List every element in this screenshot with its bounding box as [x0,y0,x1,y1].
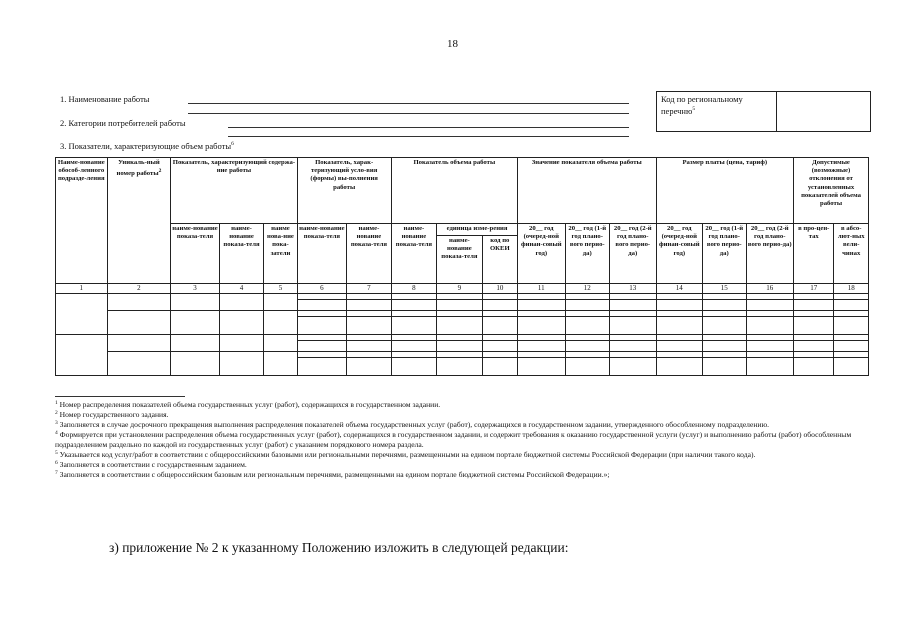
data-cell[interactable] [347,358,392,376]
col-number: 8 [391,284,436,294]
work-volume-table [55,157,869,376]
data-cell[interactable] [347,300,392,311]
col-number: 17 [794,284,834,294]
consumers-line [228,127,629,128]
data-cell[interactable] [437,317,482,335]
col-number: 16 [746,284,794,294]
work-name-line-2 [188,113,629,114]
data-cell[interactable] [482,341,517,352]
footnote-item: $^3$ Заполняется в случае досрочного прекращения выполнения распределения показателей объема государственных услуг (работ), содержащихся в государственном задании, утвержденного обособленному подразделению. [55,420,770,429]
data-cell[interactable] [565,358,609,376]
header-price: Размер платы (цена, тариф) [656,158,794,224]
sub-year: 20__ год (1-й год плано-вого перио-да) [565,224,609,284]
sub-percent: в про-цен-тах [794,224,834,284]
data-cell[interactable] [347,317,392,335]
page-number: 18 [447,38,458,50]
data-cell[interactable] [610,341,657,352]
data-cell[interactable] [834,358,869,376]
data-cell[interactable] [794,358,834,376]
data-cell[interactable] [264,311,297,335]
data-cell[interactable] [565,341,609,352]
footnote-item: $^7$ Заполняется в соответствии с общероссийским базовым или региональным перечнями, размещенными на едином портале бюджетной системы Российской Федерации.»; [55,470,610,479]
col-number: 7 [347,284,392,294]
data-cell[interactable] [171,311,220,335]
data-cell[interactable] [610,300,657,311]
data-cell[interactable] [219,352,263,376]
data-cell[interactable] [482,317,517,335]
sub-absolute: в абсо-лют-ных вели-чинах [834,224,869,284]
data-cell[interactable] [264,352,297,376]
region-code-box [656,91,871,132]
col-number: 14 [656,284,703,294]
data-cell[interactable] [297,358,347,376]
sub-name: наиме-нование показа-теля [171,224,220,284]
work-name-line [188,103,629,104]
data-cell[interactable] [518,341,566,352]
data-cell[interactable] [264,335,297,352]
data-cell[interactable] [391,341,436,352]
data-cell[interactable] [171,352,220,376]
data-cell[interactable] [656,300,703,311]
sub-price-year: 20__ год (1-й год плано-вого перио-да) [703,224,746,284]
data-cell[interactable] [746,300,794,311]
data-cell[interactable] [171,335,220,352]
data-cell[interactable] [794,317,834,335]
data-cell[interactable] [437,358,482,376]
region-code-value[interactable] [777,92,870,131]
sub-name: наиме-нование показа-теля [297,224,347,284]
data-cell[interactable] [56,335,108,376]
data-cell[interactable] [107,311,171,335]
data-cell[interactable] [610,358,657,376]
data-cell[interactable] [565,300,609,311]
sub-name: наиме-нование показа-теля [347,224,392,284]
col-number: 9 [437,284,482,294]
sub-price-year: 20__ год (2-й год плано-вого перио-да) [746,224,794,284]
header-subdivision: Наиме-нование обособ-ленного подразде-ления [56,158,108,284]
data-cell[interactable] [391,317,436,335]
col-number: 11 [518,284,566,294]
sub-name: наиме-нование показа-теля [219,224,263,284]
data-cell[interactable] [482,358,517,376]
data-cell[interactable] [518,317,566,335]
col-number: 18 [834,284,869,294]
header-volume-indicator: Показатель объема работы [391,158,517,224]
sub-year: 20__ год (очеред-ной финан-совый год) [518,224,566,284]
consumers-label: 2. Категории потребителей работы [60,118,186,128]
data-cell[interactable] [391,300,436,311]
data-cell[interactable] [107,294,171,311]
data-cell[interactable] [347,341,392,352]
col-number: 6 [297,284,347,294]
col-number: 5 [264,284,297,294]
sub-year: 20__ год (2-й год плано-вого перио-да) [610,224,657,284]
data-cell[interactable] [656,317,703,335]
sub-name: наиме-нование показа-теля [391,224,436,284]
data-cell[interactable] [518,300,566,311]
data-cell[interactable] [437,300,482,311]
data-cell[interactable] [834,300,869,311]
header-conditions-indicator: Показатель, харак-теризующий усло-вия (формы) вы-полнения работы [297,158,391,224]
data-cell[interactable] [834,317,869,335]
col-number: 1 [56,284,108,294]
data-cell[interactable] [219,335,263,352]
data-cell[interactable] [297,341,347,352]
data-cell[interactable] [391,358,436,376]
work-name-label: 1. Наименование работы [60,94,150,104]
sub-name: наиме нова-ние пока-затели [264,224,297,284]
closing-text: з) приложение № 2 к указанному Положению изложить в следующей редакции: [109,540,569,555]
data-cell[interactable] [437,341,482,352]
consumers-line-2 [228,136,629,137]
sub-okei: код по ОКЕИ [482,236,517,284]
sub-unit: единица изме-рения [437,224,518,236]
data-cell[interactable] [703,341,746,352]
data-cell[interactable] [656,358,703,376]
col-number: 13 [610,284,657,294]
region-code-label: Код по региональному перечню$^5$ [657,92,777,131]
footnote-item: $^5$ Указывается код услуг/работ в соответствии с общероссийскими базовыми или региональными перечнями, размещенными на едином портале бюджетной системы Российской Федерации (при наличии такого кода). [55,450,756,459]
col-number: 10 [482,284,517,294]
col-number: 12 [565,284,609,294]
data-cell[interactable] [656,341,703,352]
data-cell[interactable] [297,300,347,311]
data-cell[interactable] [171,294,220,311]
footnotes [55,400,871,480]
data-cell[interactable] [565,317,609,335]
data-cell[interactable] [56,294,108,335]
data-cell[interactable] [703,300,746,311]
data-cell[interactable] [482,300,517,311]
data-cell[interactable] [746,358,794,376]
data-cell[interactable] [703,358,746,376]
footnote-item: $^2$ Номер государственного задания. [55,410,169,419]
data-cell[interactable] [107,335,171,352]
header-unique-number: Уникаль-ный номер работы$^2$ [107,158,171,284]
footnote-separator [55,396,185,397]
data-cell[interactable] [518,358,566,376]
data-cell[interactable] [794,300,834,311]
data-cell[interactable] [219,311,263,335]
col-number: 2 [107,284,171,294]
footnote-item: $^6$ Заполняется в соответствии с государственным заданием. [55,460,247,469]
col-number: 15 [703,284,746,294]
header-volume-value: Значение показателя объема работы [518,158,657,224]
data-cell[interactable] [610,317,657,335]
indicators-label: 3. Показатели, характеризующие объем работы$^6$ [60,141,234,151]
data-cell[interactable] [107,352,171,376]
data-cell[interactable] [746,317,794,335]
sub-price-year: 20__ год (очеред-ной финан-совый год) [656,224,703,284]
footnote-item: $^4$ Формируется при установлении распределения объема государственных услуг (работ), содержащихся в государственном задании, и содержит требования к оказанию государственной услуги (услуг) и выполнению работы (работ) обособленным подразделением раздельно по каждой из государственных услуг (работ) с указанием порядкового номера раздела. [55,430,852,449]
data-cell[interactable] [219,294,263,311]
data-cell[interactable] [794,341,834,352]
data-cell[interactable] [703,317,746,335]
header-deviation: Допустимые (возможные) отклонения от установленных показателей объема работы [794,158,869,224]
col-number: 4 [219,284,263,294]
col-number: 3 [171,284,220,294]
data-cell[interactable] [834,341,869,352]
data-cell[interactable] [746,341,794,352]
sub-unit-name: наиме-нование показа-теля [437,236,482,284]
header-content-indicator: Показатель, характеризующий содержа-ние работы [171,158,297,224]
data-cell[interactable] [264,294,297,311]
footnote-item: $^1$ Номер распределения показателей объема государственных услуг (работ), содержащихся в государственном задании. [55,400,441,409]
data-cell[interactable] [297,317,347,335]
